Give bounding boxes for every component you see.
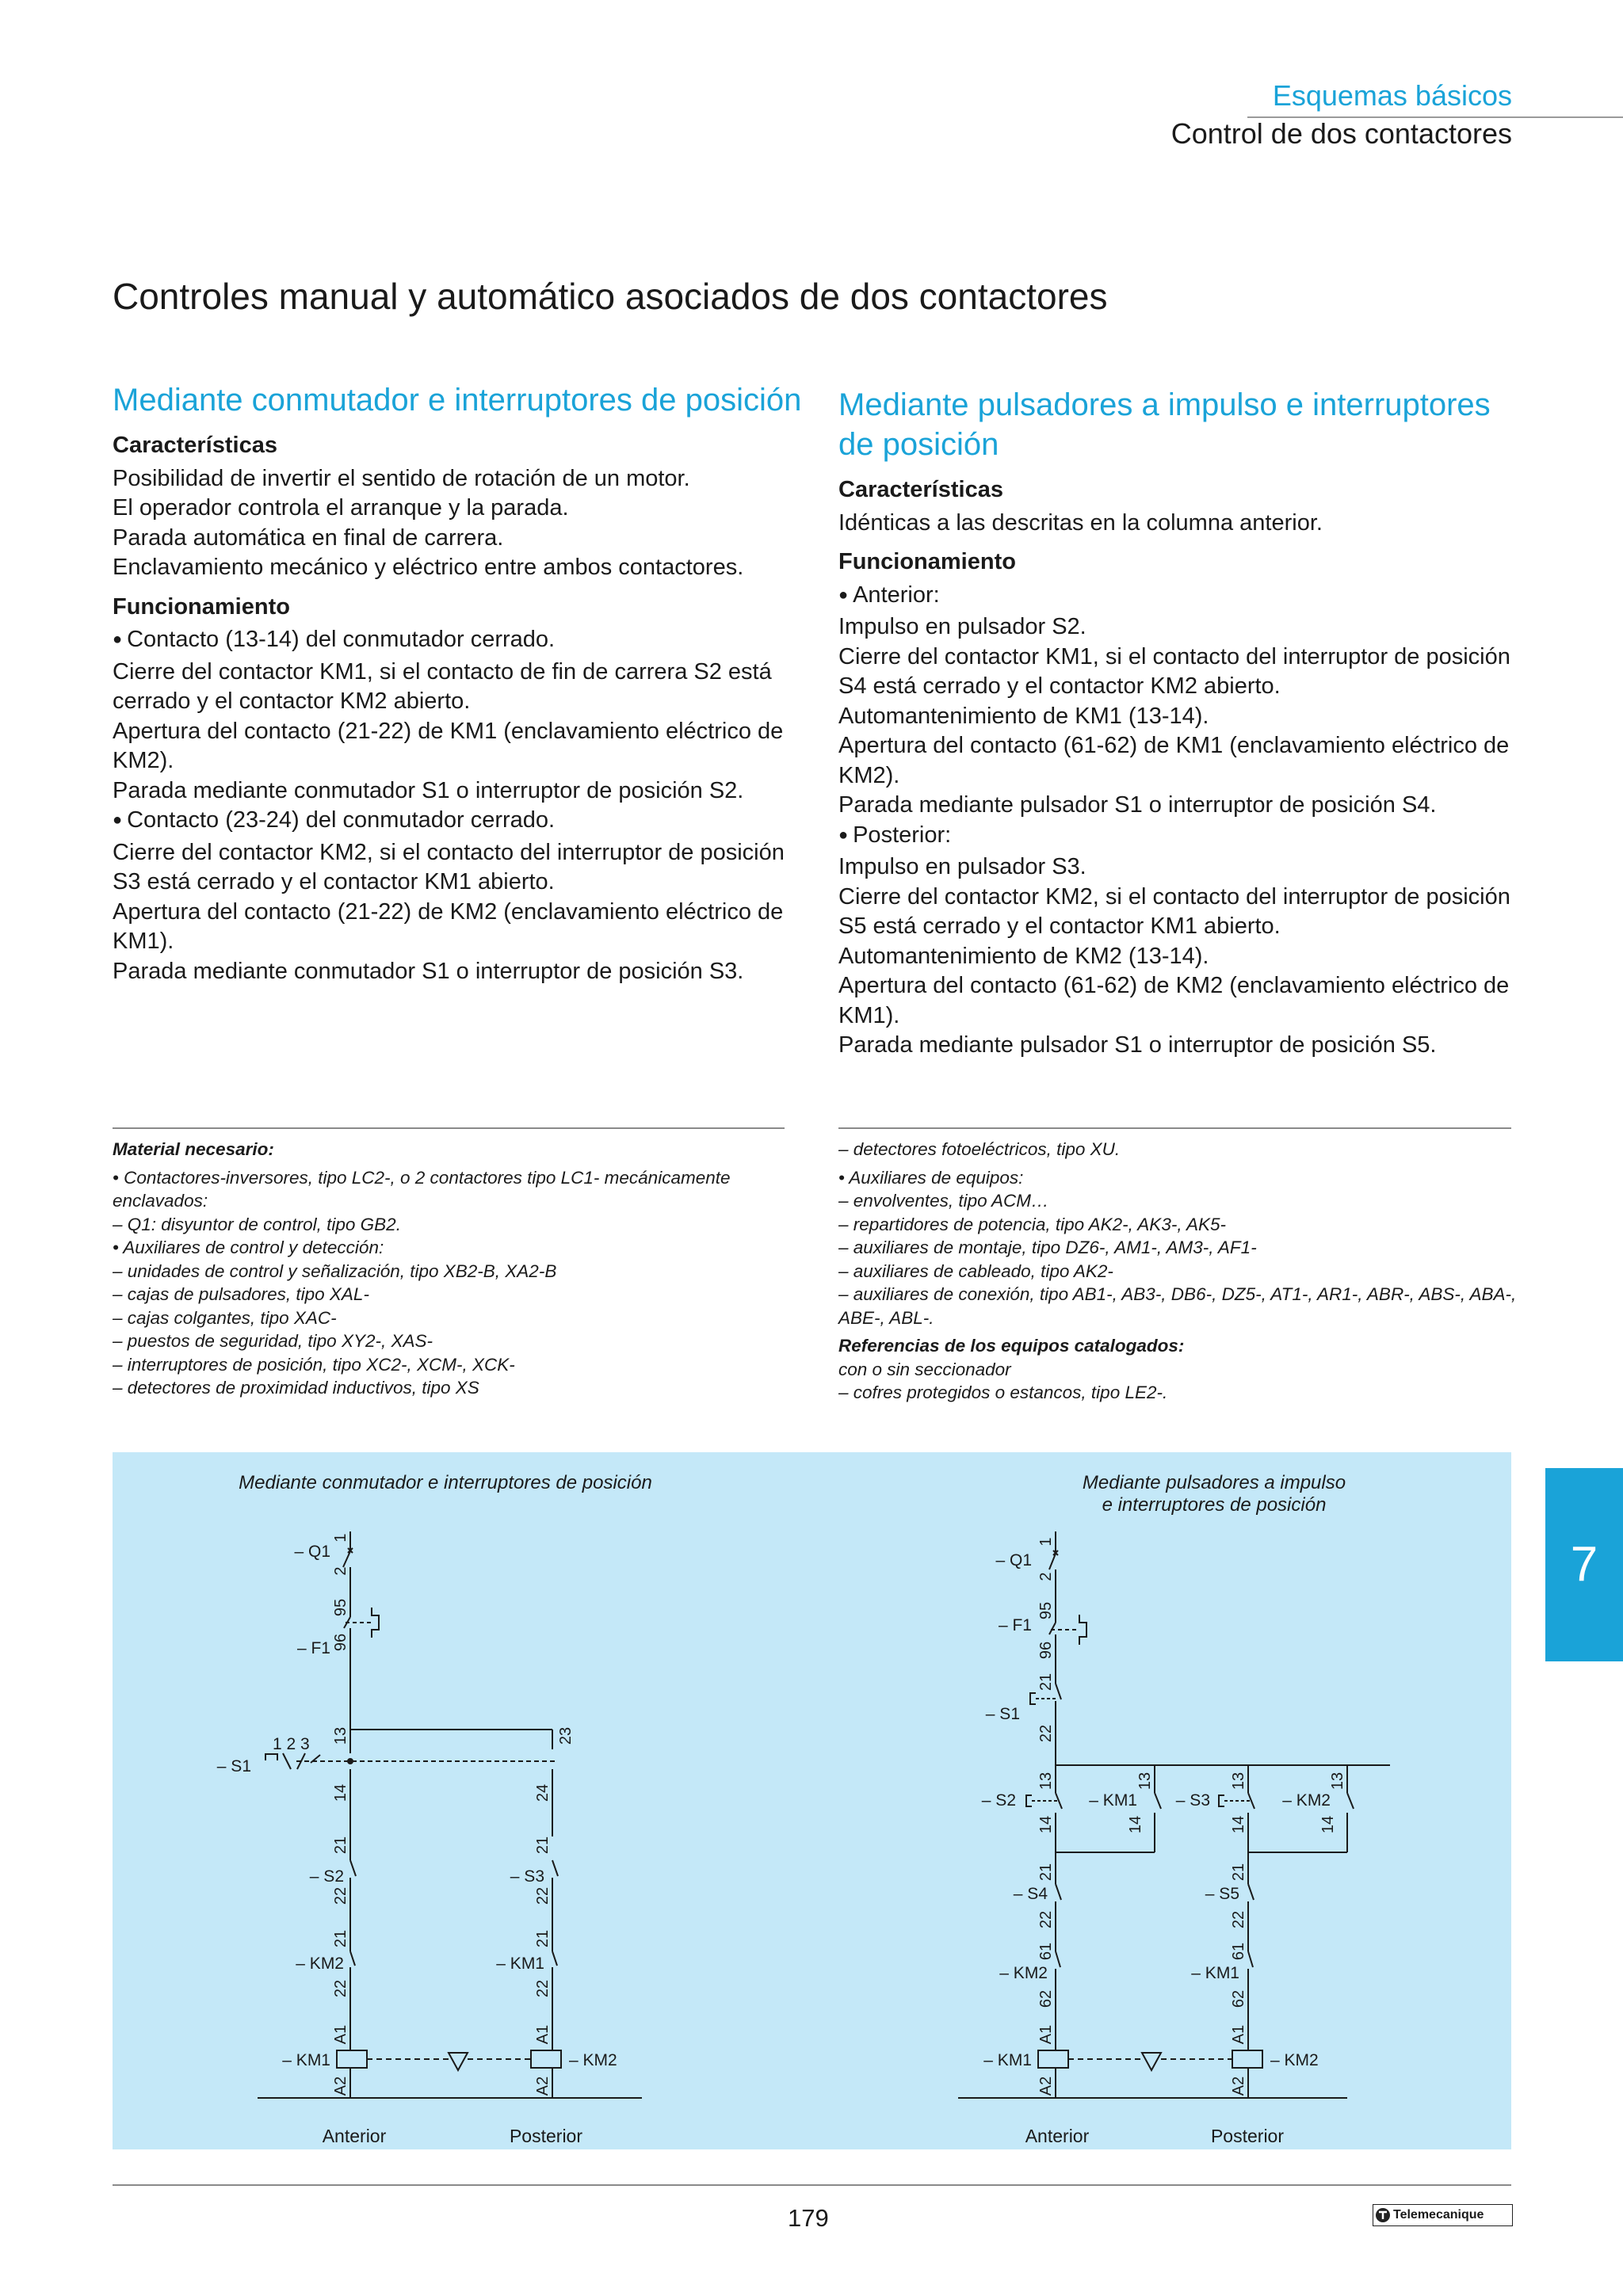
telemecanique-logo-icon [1375, 2207, 1391, 2223]
label-km1-contact: – KM1 [496, 1955, 544, 1973]
left-caracteristicas-heading: Características [113, 433, 277, 458]
right-bullet-2 [838, 821, 1528, 853]
terminal: 1 [1037, 1537, 1055, 1547]
material-heading: Material necesario: [113, 1139, 274, 1159]
label-f1: – F1 [296, 1639, 330, 1657]
left-caracteristica: Enclavamiento mecánico y eléctrico entre ambos contactores. [113, 555, 744, 580]
label-posterior: Posterior [509, 2126, 583, 2146]
right-line: Impulso en pulsador S3. [838, 854, 1086, 879]
label-km2-coil: – KM2 [569, 2051, 617, 2069]
material-left [113, 1138, 794, 1400]
right-funcionamiento-heading: Funcionamiento [838, 549, 1016, 574]
right-line: Parada mediante pulsador S1 o interruptor de posición S4. [838, 792, 1437, 818]
terminal: 1 [332, 1533, 349, 1543]
label-km1-coil: – KM1 [282, 2051, 330, 2069]
material-item: – Q1: disyuntor de control, tipo GB2. [113, 1214, 401, 1234]
terminal: 24 [534, 1783, 552, 1802]
diagram-panel [113, 1452, 1511, 2149]
brand-logo [1373, 2204, 1513, 2226]
left-bullet-1-text: Contacto (13-14) del conmutador cerrado. [127, 627, 556, 652]
terminal: 13 [1136, 1772, 1154, 1791]
terminal: 62 [1230, 1989, 1247, 2008]
label-anterior: Anterior [1025, 2126, 1090, 2146]
material-item: – repartidores de potencia, tipo AK2-, AK3-, AK5- [838, 1214, 1227, 1234]
terminal: A1 [534, 2024, 552, 2045]
right-diagram-title-2: e interruptores de posición [1102, 1494, 1327, 1516]
terminal: 21 [1230, 1863, 1247, 1882]
terminal: 96 [1037, 1641, 1055, 1660]
terminal: 21 [534, 1836, 552, 1855]
left-line: Apertura del contacto (21-22) de KM1 (enclavamiento eléctrico de KM2). [113, 718, 784, 773]
left-caracteristica: El operador controla el arranque y la parada. [113, 495, 569, 521]
terminal: 2 [332, 1566, 349, 1576]
left-terminal-labels [332, 1533, 575, 2096]
material-item: • Contactores-inversores, tipo LC2-, o 2 contactores tipo LC1- mecánicamente enclavados: [113, 1167, 731, 1211]
terminal: 14 [332, 1783, 349, 1802]
terminal: 61 [1037, 1942, 1055, 1961]
page-title: Controles manual y automático asociados de dos contactores [113, 276, 1108, 317]
terminal: A1 [1230, 2024, 1247, 2045]
brand-name: Telemecanique [1393, 2208, 1484, 2222]
material-item: – cajas de pulsadores, tipo XAL- [113, 1284, 369, 1304]
terminal: 13 [1329, 1772, 1346, 1791]
material-item: – detectores de proximidad inductivos, tipo XS [113, 1378, 479, 1398]
label-km1-contact: – KM1 [1191, 1964, 1239, 1982]
terminal: 14 [1037, 1815, 1055, 1834]
right-caracteristicas-heading: Características [838, 477, 1003, 502]
terminal: 22 [332, 1886, 349, 1905]
left-line: Cierre del contactor KM2, si el contacto del interruptor de posición S3 está cerrado y el contactor KM1 abierto. [113, 839, 785, 894]
left-line: Parada mediante conmutador S1 o interruptor de posición S2. [113, 777, 744, 803]
left-section-title: Mediante conmutador e interruptores de posición [113, 383, 802, 418]
label-anterior: Anterior [322, 2126, 387, 2146]
terminal: 14 [1230, 1815, 1247, 1834]
label-s2: – S2 [309, 1867, 344, 1886]
label-km1-aux: – KM1 [1089, 1791, 1137, 1810]
material-item: – detectores fotoeléctricos, tipo XU. [838, 1139, 1121, 1159]
material-item: – interruptores de posición, tipo XC2-, XCM-, XCK- [113, 1354, 515, 1375]
label-s1: – S1 [216, 1757, 251, 1775]
left-diagram-title: Mediante conmutador e interruptores de posición [239, 1472, 652, 1493]
right-bullet-2-text: Posterior: [853, 822, 952, 848]
right-column [838, 385, 1528, 1061]
right-line: Cierre del contactor KM1, si el contacto del interruptor de posición S4 está cerrado y el contactor KM2 abierto. [838, 643, 1510, 699]
terminal: A2 [1037, 2076, 1055, 2096]
right-diagram-title-1: Mediante pulsadores a impulso [1082, 1472, 1346, 1493]
terminal: A1 [332, 2024, 349, 2045]
terminal: A2 [332, 2076, 349, 2096]
label-q1: – Q1 [294, 1543, 330, 1561]
terminal: A2 [534, 2076, 552, 2096]
label-f1: – F1 [998, 1616, 1032, 1634]
terminal: 96 [332, 1633, 349, 1652]
right-line: Cierre del contactor KM2, si el contacto del interruptor de posición S5 está cerrado y el contactor KM1 abierto. [838, 883, 1510, 939]
label-posterior: Posterior [1210, 2126, 1285, 2146]
right-line: Automantenimiento de KM2 (13-14). [838, 943, 1209, 969]
terminal: 62 [1037, 1989, 1055, 2008]
material-item: • Auxiliares de control y detección: [113, 1238, 384, 1257]
label-km1-coil: – KM1 [983, 2051, 1032, 2069]
material-ref-heading: Referencias de los equipos catalogados: [838, 1336, 1185, 1356]
label-s1-positions: 1 2 3 [273, 1735, 310, 1753]
header-subtitle: Control de dos contactores [1170, 117, 1512, 150]
terminal: 21 [332, 1836, 349, 1855]
terminal: 14 [1319, 1815, 1337, 1834]
terminal: 13 [332, 1726, 349, 1745]
right-line: Impulso en pulsador S2. [838, 614, 1086, 639]
terminal: 2 [1037, 1572, 1055, 1581]
footer-divider [113, 2184, 1511, 2186]
terminal: A2 [1230, 2076, 1247, 2096]
label-km2-contact: – KM2 [999, 1964, 1048, 1982]
terminal: 23 [557, 1726, 575, 1745]
label-km2-contact: – KM2 [296, 1955, 344, 1973]
left-line: Apertura del contacto (21-22) de KM2 (enclavamiento eléctrico de KM1). [113, 898, 784, 954]
material-divider-right [838, 1127, 1511, 1129]
terminal: 21 [1037, 1863, 1055, 1882]
terminal: 22 [1230, 1910, 1247, 1929]
label-s5: – S5 [1205, 1885, 1239, 1903]
left-diagram-wires [258, 1531, 642, 2098]
label-km2-aux: – KM2 [1282, 1791, 1331, 1810]
material-item: – envolventes, tipo ACM… [838, 1191, 1049, 1211]
right-line: Automantenimiento de KM1 (13-14). [838, 703, 1209, 729]
left-line: Cierre del contactor KM1, si el contacto de fin de carrera S2 está cerrado y el contactor KM2 abierto. [113, 658, 772, 714]
material-item: – auxiliares de cableado, tipo AK2- [838, 1261, 1113, 1281]
chapter-tab: 7 [1545, 1468, 1623, 1661]
left-diagram-labels [217, 1472, 652, 2146]
page-number: 179 [788, 2204, 829, 2232]
right-bullet-1-text: Anterior: [853, 582, 940, 608]
left-bullet-2-text: Contacto (23-24) del conmutador cerrado. [127, 807, 556, 833]
material-item: – unidades de control y señalización, tipo XB2-B, XA2-B [113, 1261, 557, 1281]
terminal: 22 [332, 1979, 349, 1998]
material-item: – puestos de seguridad, tipo XY2-, XAS- [113, 1331, 433, 1351]
wiring-diagrams [113, 1452, 1511, 2149]
material-ref-item: – cofres protegidos o estancos, tipo LE2-. [838, 1383, 1168, 1402]
right-caracteristica: Idénticas a las descritas en la columna anterior. [838, 509, 1323, 536]
material-item: – auxiliares de conexión, tipo AB1-, AB3-, DB6-, DZ5-, AT1-, AR1-, ABR-, ABS-, ABA-, ABE-, ABL-. [838, 1284, 1517, 1328]
left-column [113, 380, 802, 986]
terminal: 22 [1037, 1724, 1055, 1743]
material-right [838, 1138, 1520, 1405]
terminal: 22 [1037, 1910, 1055, 1929]
right-diagram-labels [982, 1472, 1346, 2146]
material-item: – auxiliares de montaje, tipo DZ6-, AM1-, AM3-, AF1- [838, 1238, 1257, 1257]
terminal: 21 [534, 1929, 552, 1948]
right-line: Apertura del contacto (61-62) de KM1 (enclavamiento eléctrico de KM2). [838, 733, 1510, 788]
right-terminal-labels [1037, 1537, 1346, 2096]
terminal: 14 [1127, 1815, 1144, 1834]
terminal: 22 [534, 1886, 552, 1905]
right-line: Apertura del contacto (61-62) de KM2 (enclavamiento eléctrico de KM1). [838, 973, 1510, 1028]
label-s1: – S1 [985, 1705, 1020, 1723]
terminal: 95 [332, 1598, 349, 1617]
left-line: Parada mediante conmutador S1 o interruptor de posición S3. [113, 958, 744, 984]
right-bullet-1 [838, 581, 1528, 613]
left-bullet-1 [113, 625, 802, 658]
label-s4: – S4 [1013, 1885, 1048, 1903]
terminal: 13 [1037, 1772, 1055, 1791]
material-divider-left [113, 1127, 785, 1129]
terminal: 21 [332, 1929, 349, 1948]
label-s3: – S3 [510, 1867, 544, 1886]
terminal: 21 [1037, 1672, 1055, 1691]
terminal: 13 [1230, 1772, 1247, 1791]
terminal: 22 [534, 1979, 552, 1998]
terminal: 95 [1037, 1601, 1055, 1620]
label-q1: – Q1 [995, 1551, 1032, 1569]
left-funcionamiento-heading: Funcionamiento [113, 593, 290, 620]
terminal: A1 [1037, 2024, 1055, 2045]
label-km2-coil: – KM2 [1270, 2051, 1319, 2069]
left-caracteristica: Posibilidad de invertir el sentido de rotación de un motor. [113, 465, 690, 491]
terminal: 61 [1230, 1942, 1247, 1961]
label-s3: – S3 [1175, 1791, 1210, 1810]
material-item: • Auxiliares de equipos: [838, 1167, 1024, 1188]
left-bullet-2 [113, 806, 802, 838]
material-item: – cajas colgantes, tipo XAC- [113, 1307, 337, 1328]
header-category: Esquemas básicos [1272, 79, 1512, 112]
right-section-title: Mediante pulsadores a impulso e interruptores de posición [838, 387, 1491, 462]
material-ref-item: con o sin seccionador [838, 1359, 1011, 1379]
right-line: Parada mediante pulsador S1 o interruptor de posición S5. [838, 1032, 1437, 1058]
left-caracteristica: Parada automática en final de carrera. [113, 524, 504, 551]
label-s2: – S2 [981, 1791, 1016, 1810]
